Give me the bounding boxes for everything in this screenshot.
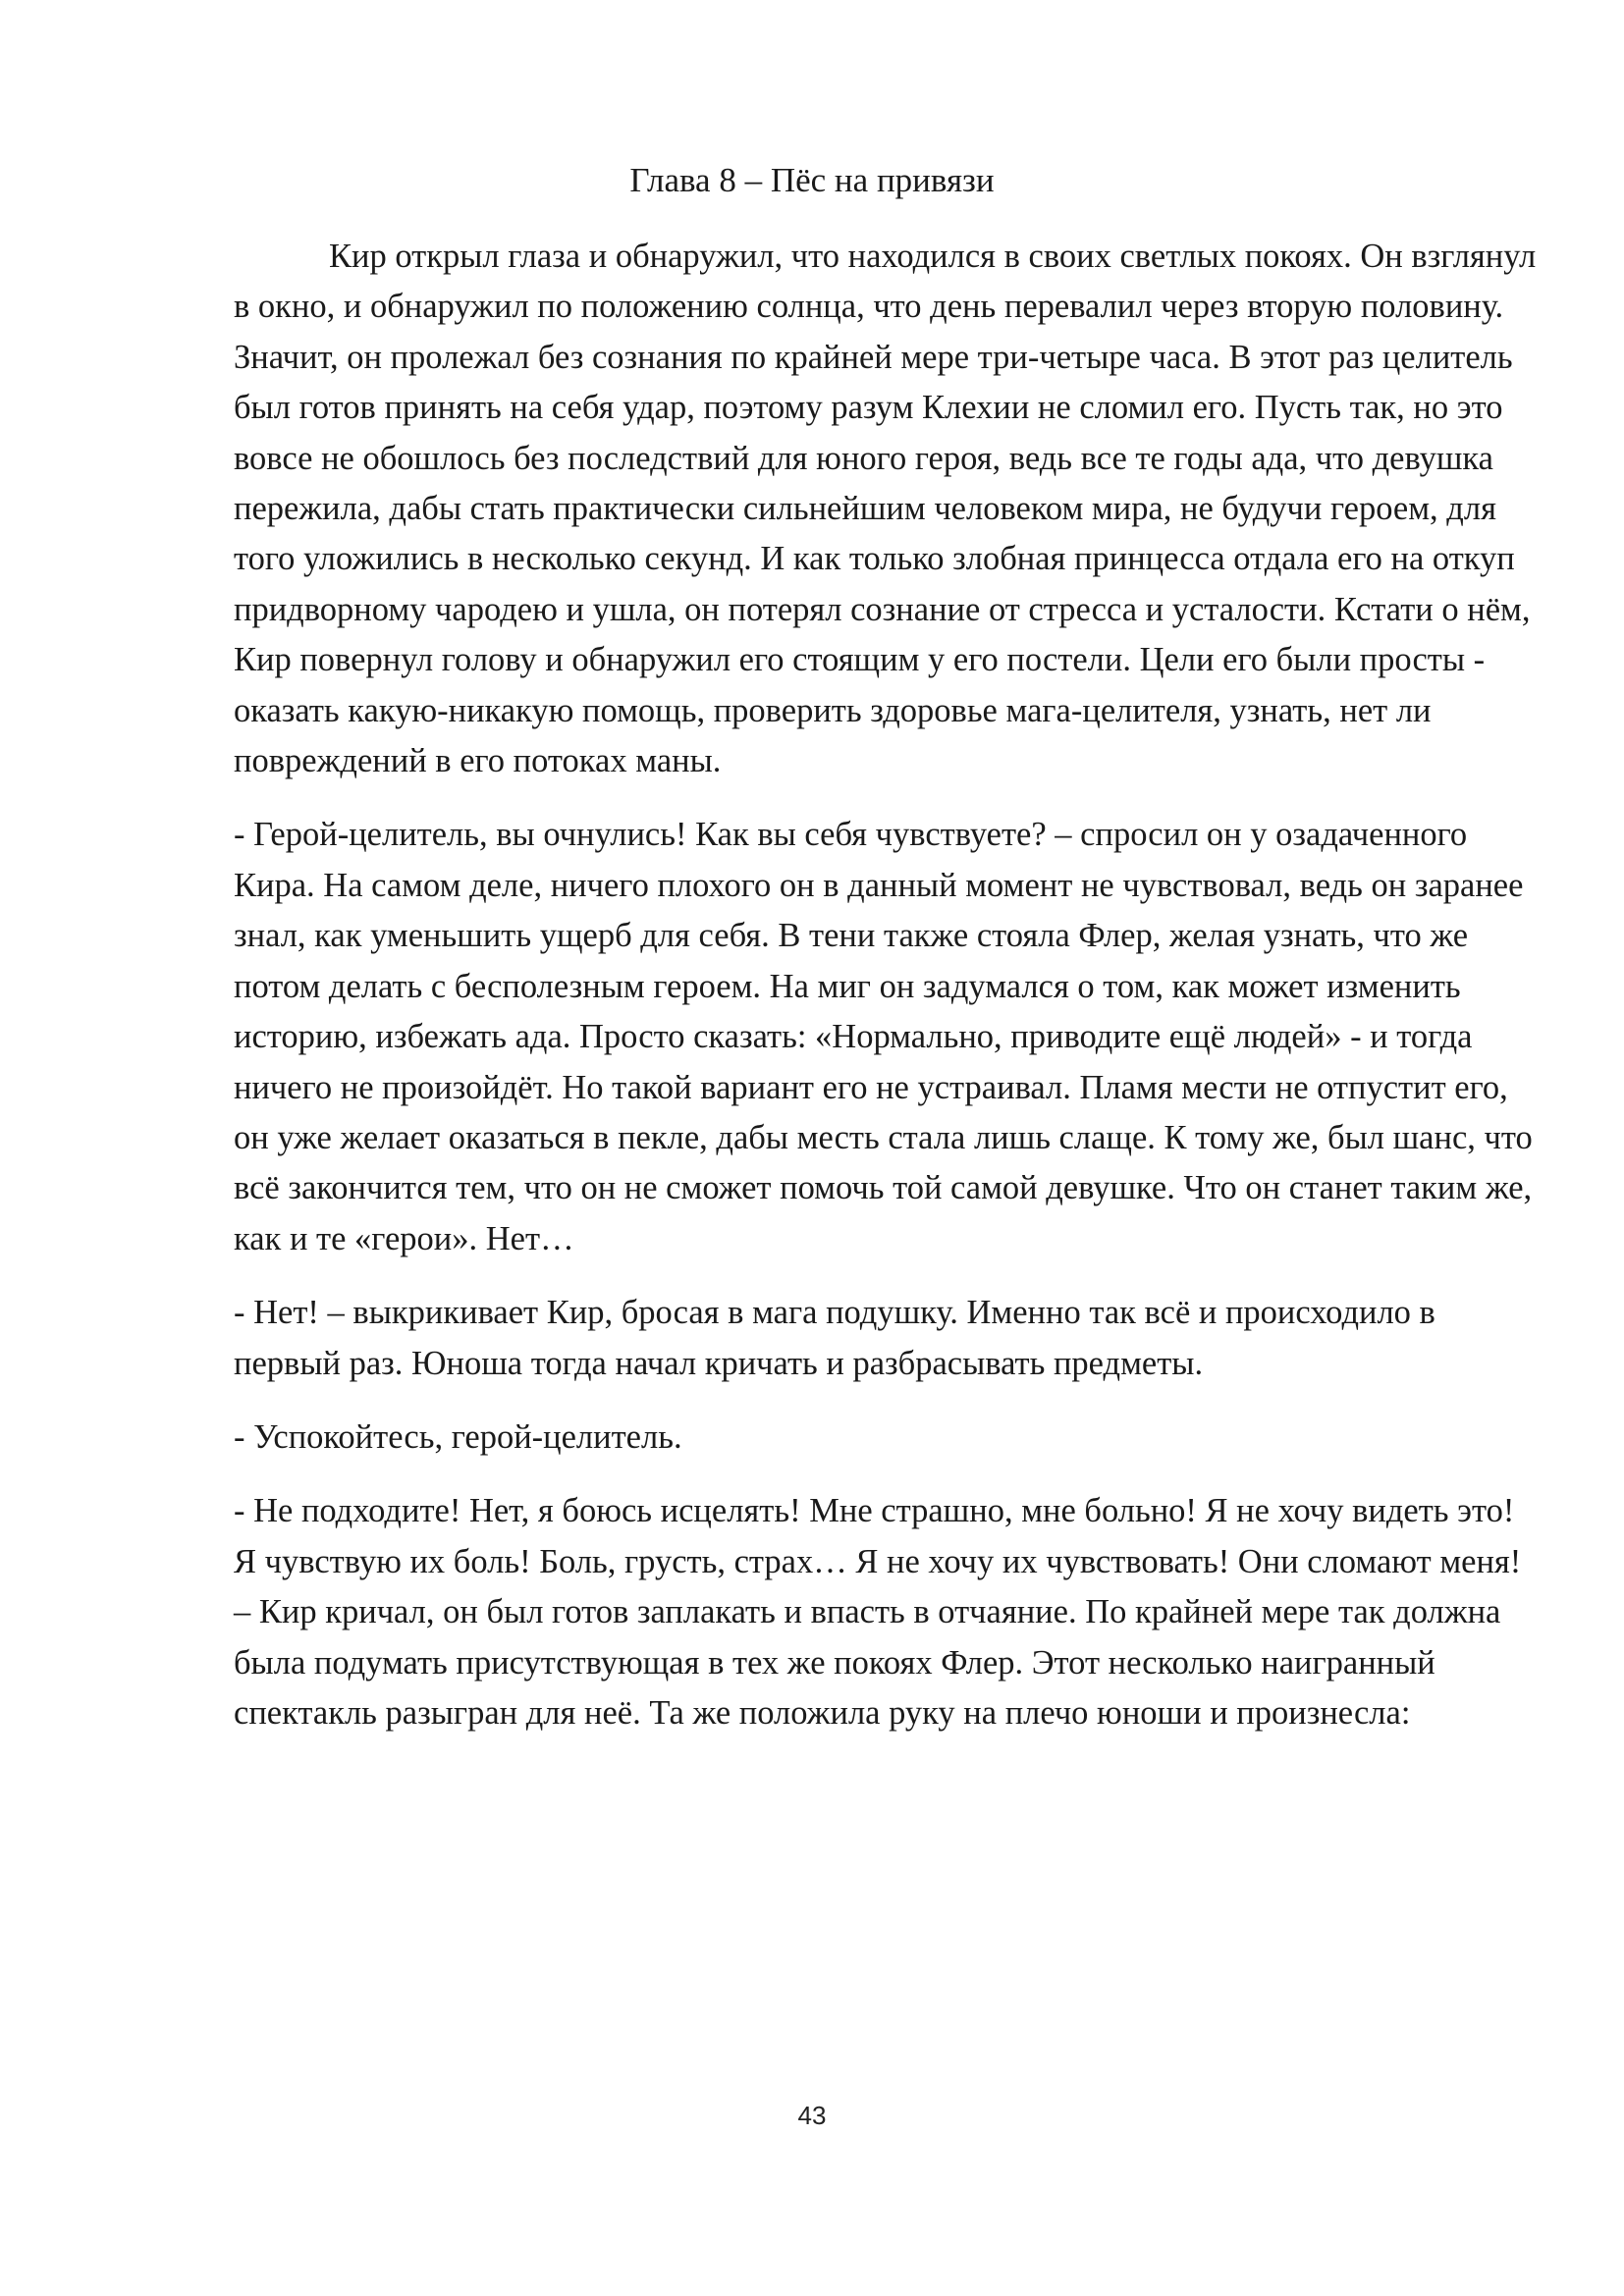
paragraph-5: - Не подходите! Нет, я боюсь исцелять! Мне страшно, мне больно! Я не хочу видеть это! Я чувствую их боль! Боль, грусть, страх… Я не хочу их чувствовать! Они сломают меня! – Кир кричал, он был готов заплакать и впасть в отчаяние. По крайней мере так должна была подумать присутствующая в тех же покоях Флер. Этот несколько наигранный спектакль разыгран для неё. Та же положила руку на плечо юноши и произнесла:: [234, 1492, 1522, 1732]
paragraph-1: Кир открыл глаза и обнаружил, что находился в своих светлых покоях. Он взглянул в окно, и обнаружил по положению солнца, что день перевалил через вторую половину. Значит, он пролежал без сознания по крайней мере три-четыре часа. В этот раз целитель был готов принять на себя удар, поэтому разум Клехии не сломил его. Пусть так, но это вовсе не обошлось без последствий для юного героя, ведь все те годы ада, что девушка пережила, дабы стать практически сильнейшим человеком мира, не будучи героем, для того уложились в несколько секунд. И как только злобная принцесса отдала его на откуп придворному чародею и ушла, он потерял сознание от стресса и усталости. Кстати о нём, Кир повернул голову и обнаружил его стоящим у его постели. Цели его были просты - оказать какую-никакую помощь, проверить здоровье мага-целителя, узнать, нет ли повреждений в его потоках маны.: [234, 238, 1537, 780]
body-text: [234, 232, 1540, 1762]
page-number: 43: [797, 2101, 827, 2130]
paragraph-2: - Герой-целитель, вы очнулись! Как вы себя чувствуете? – спросил он у озадаченного Кира. На самом деле, ничего плохого он в данный момент не чувствовал, ведь он заранее знал, как уменьшить ущерб для себя. В тени также стояла Флер, желая узнать, что же потом делать с бесполезным героем. На миг он задумался о том, как может изменить историю, избежать ада. Просто сказать: «Нормально, приводите ещё людей» - и тогда ничего не произойдёт. Но такой вариант его не устраивал. Пламя мести не отпустит его, он уже желает оказаться в пекле, дабы месть стала лишь слаще. К тому же, был шанс, что всё закончится тем, что он не сможет помочь той самой девушке. Что он станет таким же, как и те «герои». Нет…: [234, 816, 1533, 1257]
paragraph-3: - Нет! – выкрикивает Кир, бросая в мага подушку. Именно так всё и происходило в первый раз. Юноша тогда начал кричать и разбрасывать предметы.: [234, 1294, 1435, 1382]
chapter-title: Глава 8 – Пёс на привязи: [629, 161, 995, 199]
paragraph-4: - Успокойтесь, герой-целитель.: [234, 1417, 682, 1456]
